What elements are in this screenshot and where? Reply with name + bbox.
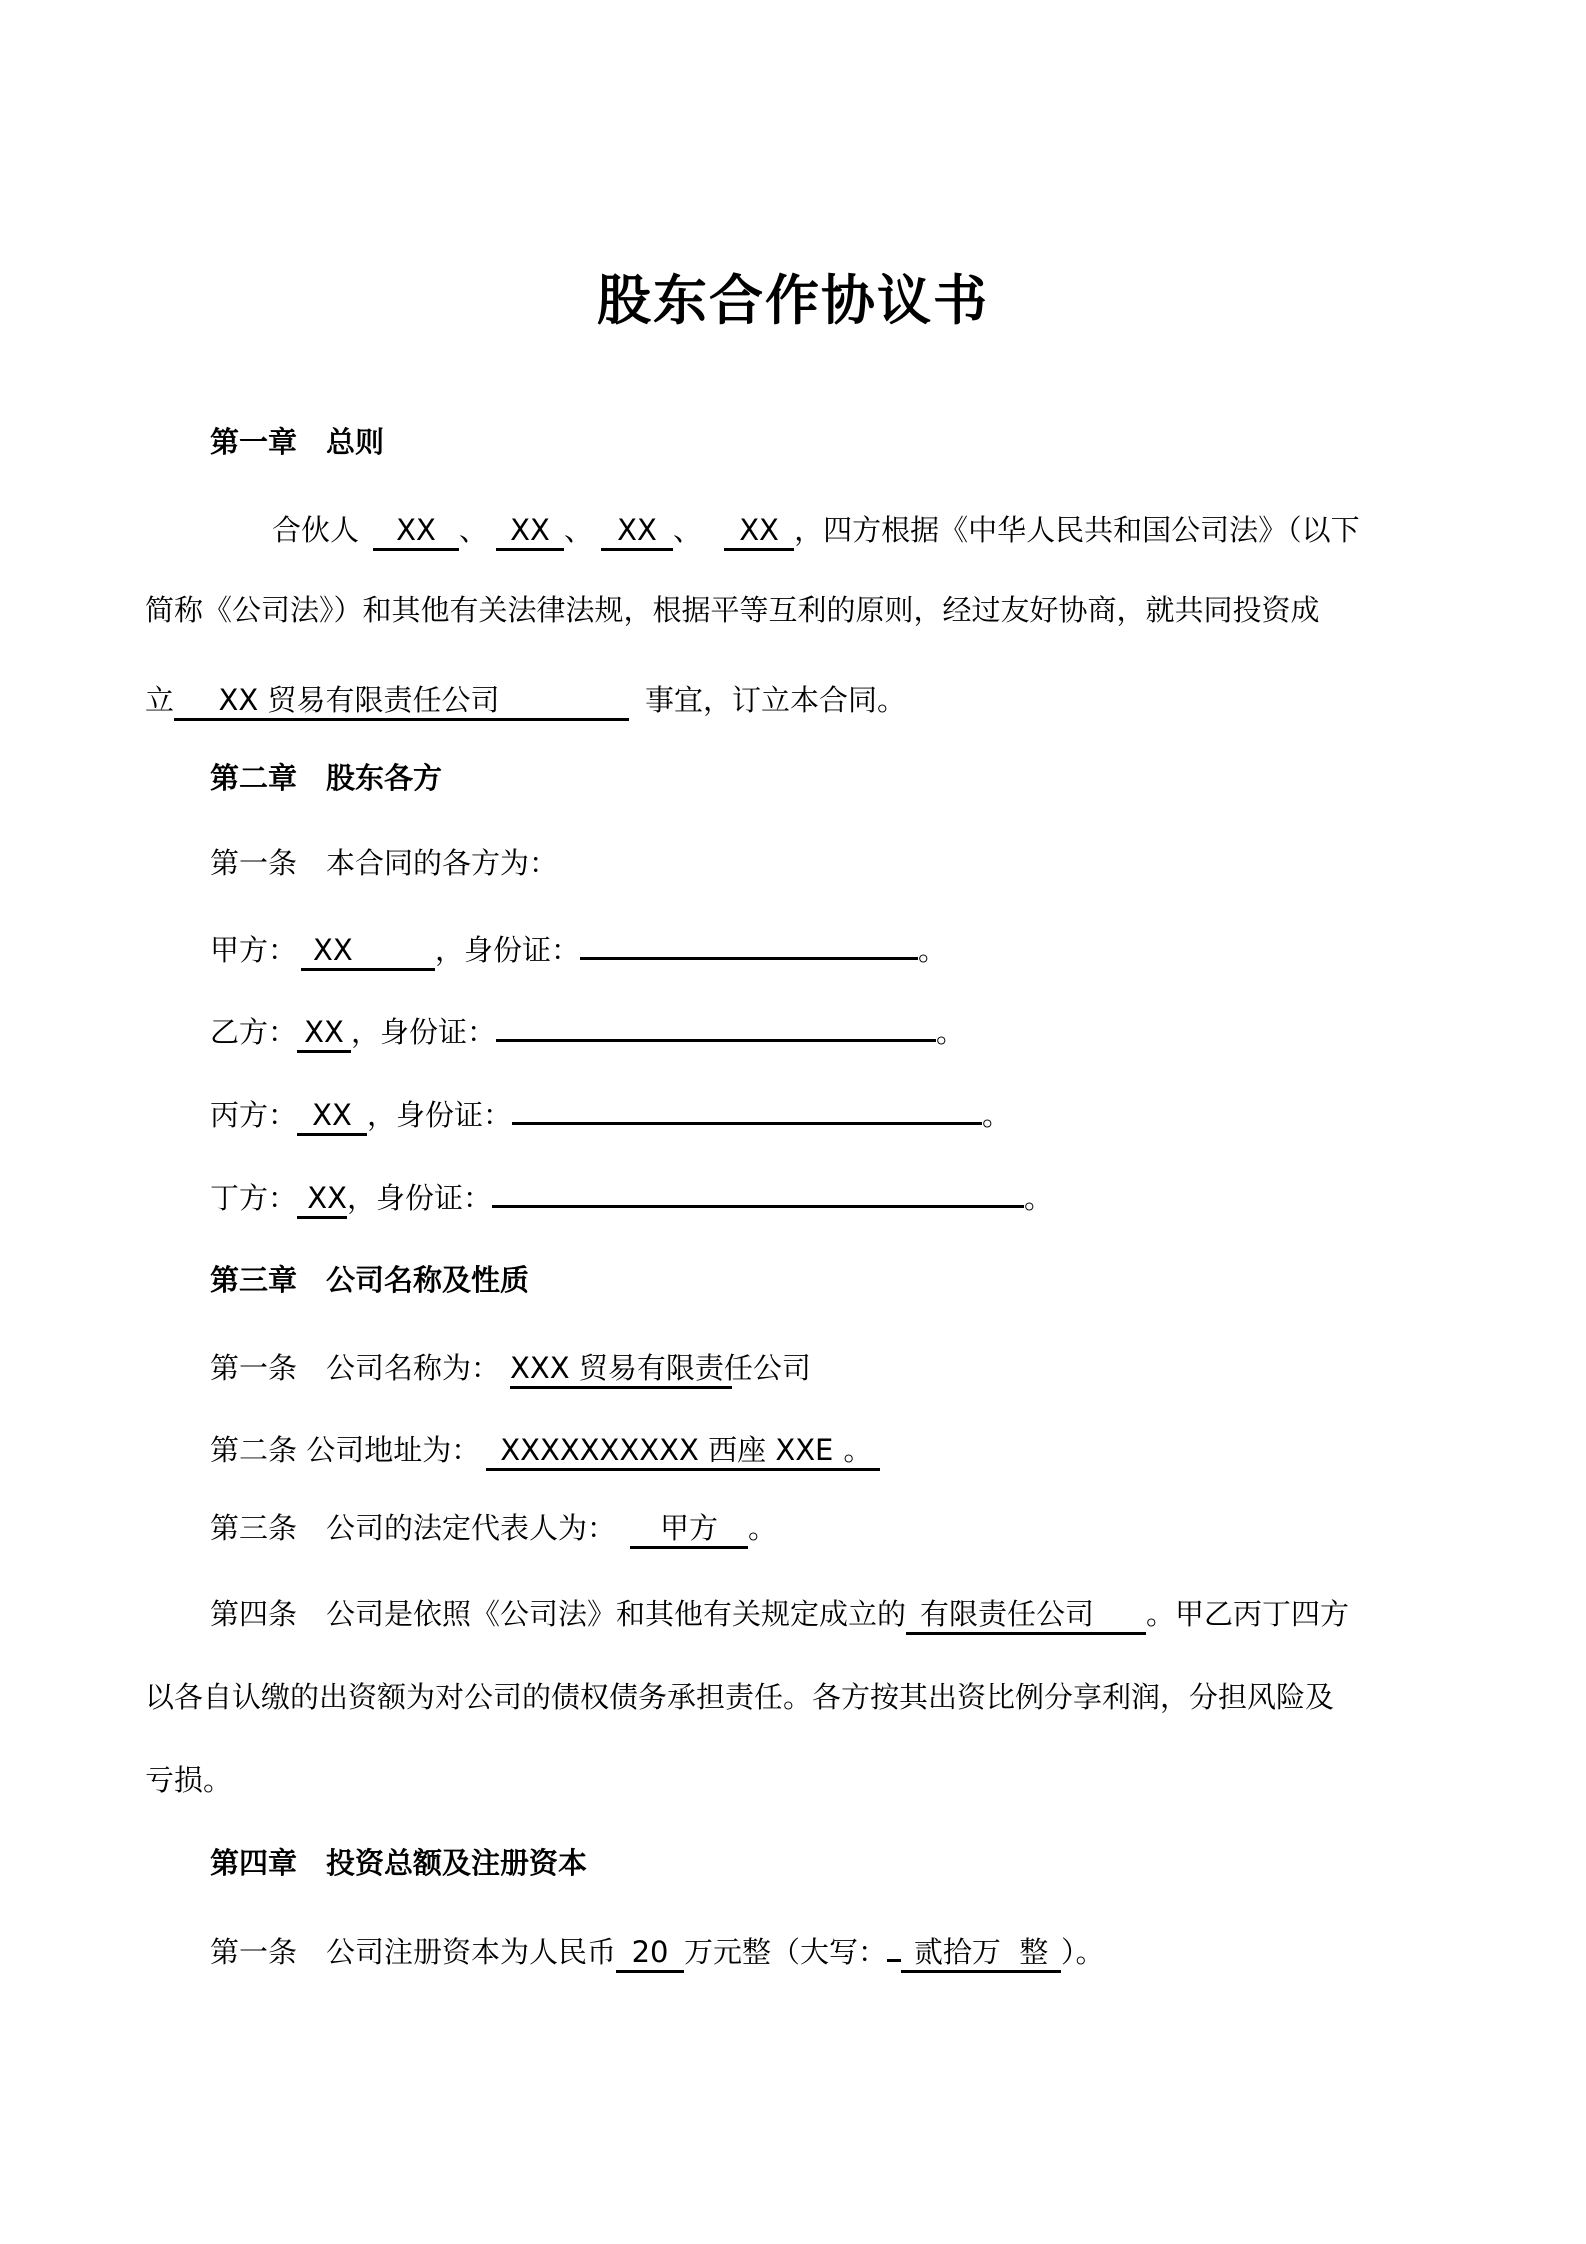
separator: 、 (673, 513, 703, 547)
chapter-3-article-3 (210, 1508, 777, 1549)
company-address-field[interactable] (486, 1432, 880, 1471)
capital-unit: 万元整（大写： (684, 1935, 888, 1969)
party-label: 丁方： (210, 1181, 298, 1215)
party-label: 乙方： (210, 1015, 298, 1049)
chapter-3-heading: 第三章 公司名称及性质 (210, 1263, 530, 1297)
line-3-tail: 事宜，订立本合同。 (645, 683, 907, 717)
id-number-field[interactable] (496, 1039, 936, 1042)
party-row (210, 1012, 965, 1053)
chapter-2-article-1: 第一条 本合同的各方为： (210, 846, 559, 880)
line-3-prefix: 立 (145, 683, 175, 717)
article-3-label: 第三条 公司的法定代表人为： (210, 1511, 617, 1545)
chapter-1-para-line-1 (272, 510, 1360, 551)
partner-field-2[interactable]: XX (496, 512, 564, 551)
id-label: ，身份证： (351, 1015, 497, 1049)
chapter-3-article-2 (210, 1430, 880, 1471)
legal-representative-field[interactable]: 甲方 (630, 1510, 748, 1549)
party-row (210, 1095, 1011, 1136)
chapter-1-para-line-3 (145, 680, 906, 721)
chapter-3-article-4-line-3: 亏损。 (145, 1763, 233, 1797)
company-address-value: XXXXXXXXXX 西座 XXE (500, 1433, 834, 1467)
underscore (887, 1959, 901, 1962)
party-end: 。 (936, 1015, 966, 1049)
chapter-3-article-1 (210, 1348, 811, 1389)
chapter-1-heading: 第一章 总则 (210, 425, 385, 459)
company-type-field[interactable]: 有限责任公司 (906, 1596, 1146, 1635)
article-4-prefix: 第四条 公司是依照《公司法》和其他有关规定成立的 (210, 1597, 907, 1631)
party-name-field[interactable]: XX (301, 932, 435, 971)
partner-field-4[interactable]: XX (724, 512, 794, 551)
chapter-3-article-4-line-2: 以各自认缴的出资额为对公司的债权债务承担责任。各方按其出资比例分享利润，分担风险及 (145, 1680, 1335, 1714)
partner-field-1[interactable]: XX (373, 512, 459, 551)
company-name-value: XX 贸易有限责任公司 (218, 683, 500, 717)
party-end: 。 (1024, 1181, 1054, 1215)
id-label: ，身份证： (435, 933, 581, 967)
chapter-4-heading: 第四章 投资总额及注册资本 (210, 1846, 588, 1880)
separator: 、 (564, 513, 594, 547)
party-name-field[interactable]: XX (297, 1014, 351, 1053)
id-number-field[interactable] (512, 1122, 982, 1125)
capital-prefix: 第一条 公司注册资本为人民币 (210, 1935, 617, 1969)
id-label: ，身份证： (347, 1181, 493, 1215)
chapter-4-article-1 (210, 1932, 1105, 1973)
chapter-2-heading: 第二章 股东各方 (210, 761, 443, 795)
company-name-field[interactable]: XXX 贸易有限责任公司 (510, 1350, 732, 1389)
partners-prefix: 合伙人 (272, 513, 360, 547)
party-end: 。 (918, 933, 948, 967)
chapter-1-para-line-2: 简称《公司法》）和其他有关法律法规，根据平等互利的原则，经过友好协商，就共同投资成 (145, 593, 1320, 627)
party-label: 甲方： (210, 933, 298, 967)
article-3-end: 。 (748, 1511, 778, 1545)
article-2-label: 第二条 公司地址为： (210, 1433, 481, 1467)
id-number-field[interactable] (492, 1205, 1024, 1208)
capital-end: ）。 (1061, 1935, 1105, 1969)
id-number-field[interactable] (580, 957, 918, 960)
address-end: 。 (843, 1433, 873, 1467)
company-name-field[interactable] (174, 682, 629, 721)
chapter-1-para-line-1-tail: ，四方根据《中华人民共和国公司法》（以下 (794, 513, 1360, 547)
chapter-3-article-4-line-1 (210, 1594, 1349, 1635)
party-row (210, 930, 947, 971)
article-1-label: 第一条 公司名称为： (210, 1351, 501, 1385)
capital-upper-field[interactable]: 贰拾万 整 (901, 1934, 1061, 1973)
document-title: 股东合作协议书 (597, 269, 989, 332)
partner-field-3[interactable]: XX (601, 512, 673, 551)
party-name-field[interactable]: XX (297, 1097, 367, 1136)
id-label: ，身份证： (367, 1098, 513, 1132)
article-4-line-1-tail: 。甲乙丙丁四方 (1146, 1597, 1350, 1631)
capital-amount-field[interactable]: 20 (616, 1934, 684, 1973)
party-end: 。 (982, 1098, 1012, 1132)
party-row (210, 1178, 1053, 1219)
party-label: 丙方： (210, 1098, 298, 1132)
separator: 、 (459, 513, 489, 547)
party-name-field[interactable]: XX (297, 1180, 347, 1219)
